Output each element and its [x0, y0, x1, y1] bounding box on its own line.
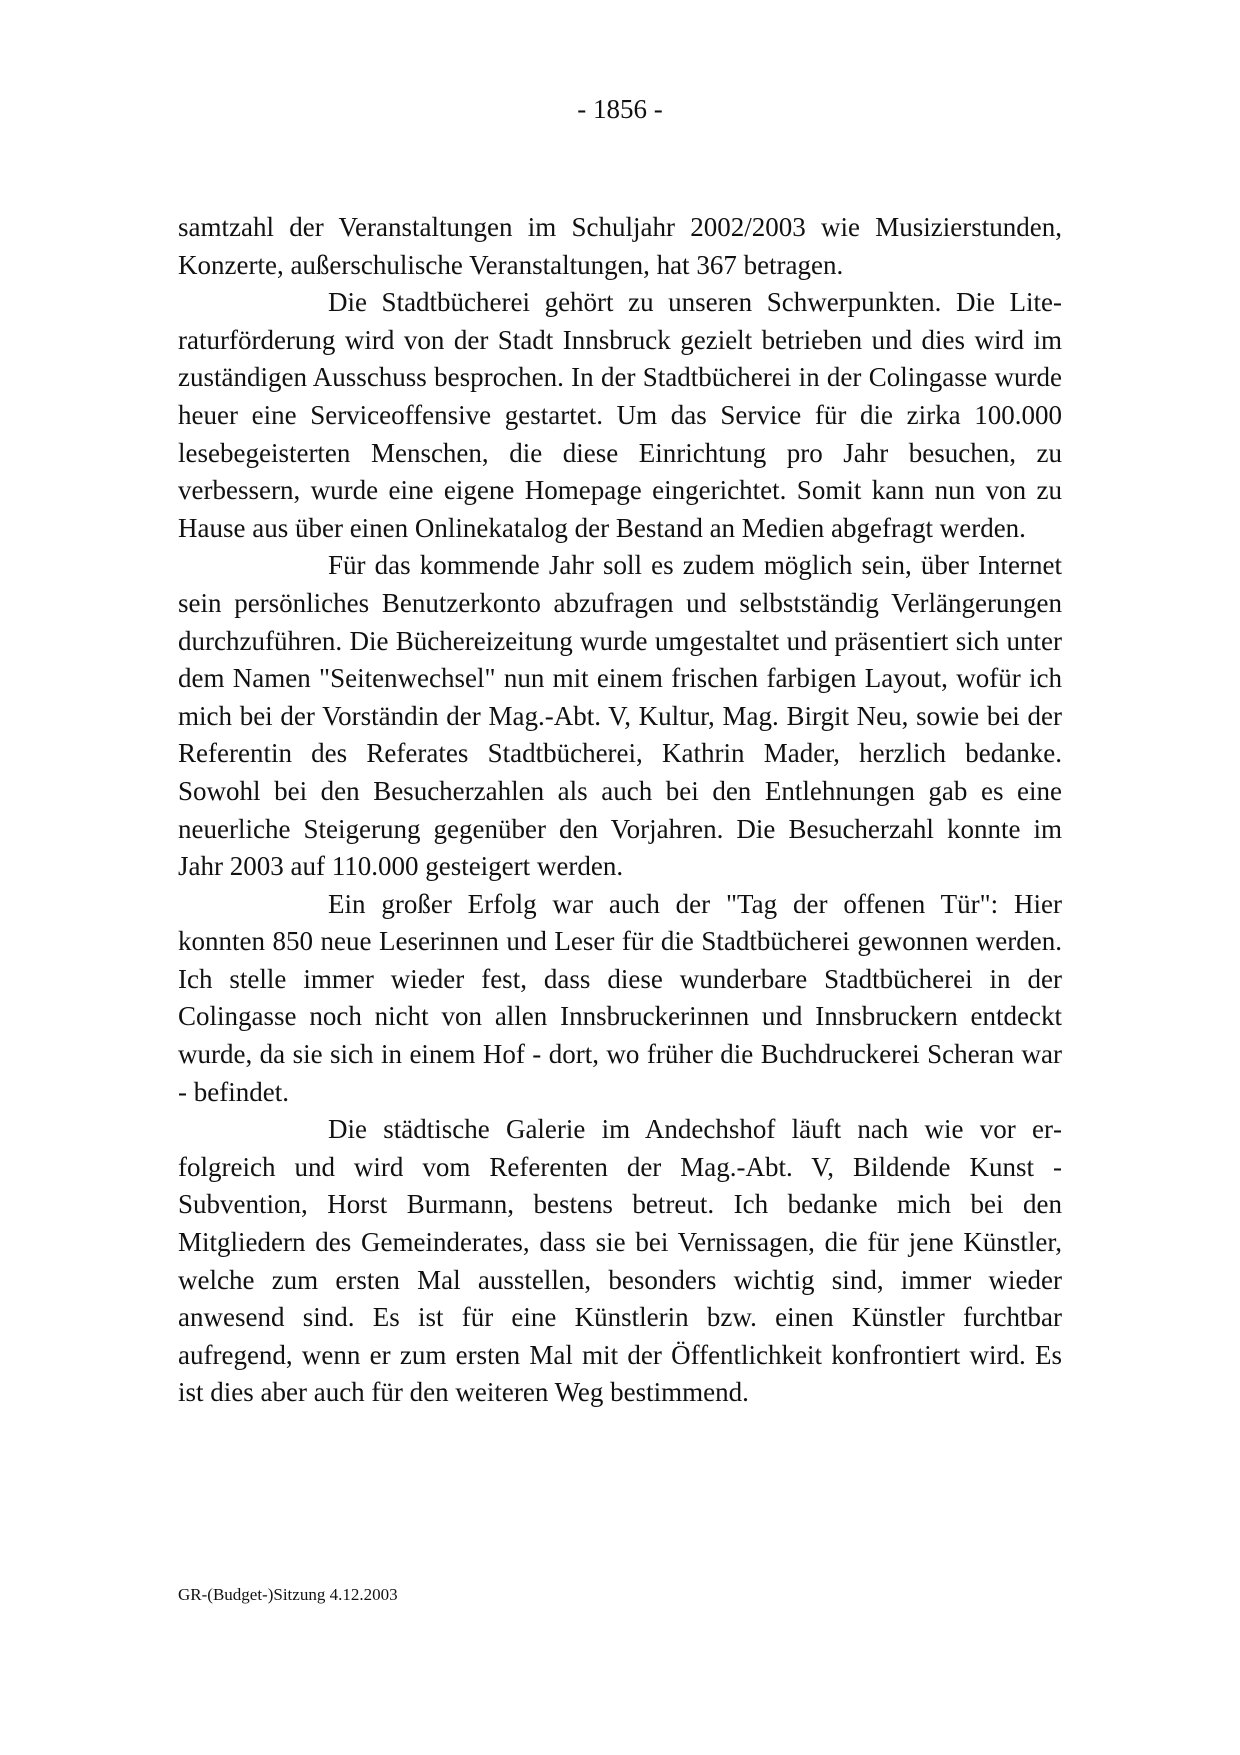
- paragraph: Die Stadtbücherei gehört zu unseren Schwerpunkten. Die Literaturförderung wird von der Stadt Innsbruck gezielt betrieben und dies wird im zuständigen Ausschuss besprochen. In der Stadtbücherei in der Colingasse wurde heuer eine Serviceoffensive gestartet. Um das Service für die zirka 100.000 lesebegeisterten Menschen, die diese Einrichtung pro Jahr besuchen, zu verbessern, wurde eine eigene Homepage eingerichtet. Somit kann nun von zu Hause aus über einen Onlinekatalog der Bestand an Medien abgefragt werden.: [178, 287, 1062, 543]
- paragraph: Für das kommende Jahr soll es zudem möglich sein, über Internet sein persönliches Benutzerkonto abzufragen und selbstständig Verlängerungen durchzuführen. Die Büchereizeitung wurde umgestaltet und präsentiert sich unter dem Namen "Seitenwechsel" nun mit einem frischen farbigen Layout, wofür ich mich bei der Vorständin der Mag.-Abt. V, Kultur, Mag. Birgit Neu, sowie bei der Referentin des Referates Stadtbücherei, Kathrin Mader, herzlich bedanke. Sowohl bei den Besucherzahlen als auch bei den Entlehnungen gab es eine neuerliche Steigerung gegenüber den Vorjahren. Die Besucherzahl konnte im Jahr 2003 auf 110.000 gesteigert werden.: [178, 550, 1062, 882]
- paragraph: Die städtische Galerie im Andechshof läuft nach wie vor erfolgreich und wird vom Referenten der Mag.-Abt. V, Bildende Kunst - Subvention, Horst Burmann, bestens betreut. Ich bedanke mich bei den Mitgliedern des Gemeinderates, dass sie bei Vernissagen, die für jene Künstler, welche zum ersten Mal ausstellen, besonders wichtig sind, immer wieder anwesend sind. Es ist für eine Künstlerin bzw. einen Künstler furchtbar aufregend, wenn er zum ersten Mal mit der Öffentlichkeit konfrontiert wird. Es ist dies aber auch für den weiteren Weg bestimmend.: [178, 1114, 1062, 1408]
- paragraph: Ein großer Erfolg war auch der "Tag der offenen Tür": Hier konnten 850 neue Leserinnen und Leser für die Stadtbücherei gewonnen werden. Ich stelle immer wieder fest, dass diese wunderbare Stadtbücherei in der Colingasse noch nicht von allen Innsbruckerinnen und Innsbruckern entdeckt wurde, da sie sich in einem Hof - dort, wo früher die Buchdruckerei Scheran war - befindet.: [178, 888, 1062, 1107]
- paragraph: samtzahl der Veranstaltungen im Schuljahr 2002/2003 wie Musizierstunden, Konzerte, außerschulische Veranstaltungen, hat 367 betragen.: [178, 212, 1062, 280]
- page-number: - 1856 -: [577, 94, 663, 124]
- page-footer: GR-(Budget-)Sitzung 4.12.2003: [178, 1585, 398, 1604]
- document-body: [178, 209, 1062, 1412]
